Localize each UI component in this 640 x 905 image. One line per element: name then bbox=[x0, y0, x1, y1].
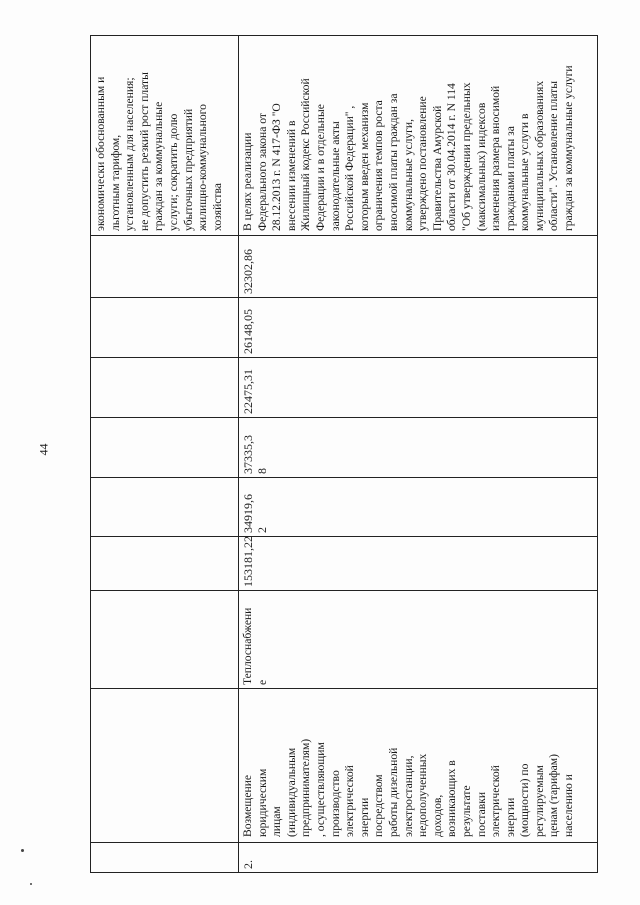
column-separator-v4 bbox=[90, 417, 598, 418]
page-number: 44 bbox=[36, 443, 51, 456]
continuation-text: экономически обоснованным и льготным тарифом, установленным для населения; не допустить резкий рост платы граждан за коммунальные услуги; сократить долю убыточных предприятий жилищно-коммунального хозяйства bbox=[94, 72, 224, 231]
measure-name: Возмещение юридическим лицам (индивидуальным предпринимателям) , осуществляющим производство электрической энергии посредством работы дизельной электростанции, недополученных доходов, возникающих в результате поставки электрической энергии (мощности) по регулируемым ценам (тарифам) населению и bbox=[241, 738, 576, 837]
value-cell-2: 34919,6 2 bbox=[241, 494, 269, 533]
sector-name: Теплоснабжени е bbox=[241, 607, 269, 685]
value-cell-3: 37335,3 8 bbox=[241, 435, 269, 474]
table-border-bottom bbox=[597, 35, 598, 873]
value-cell-5: 26148,05 bbox=[241, 309, 255, 354]
budget-table bbox=[90, 35, 598, 873]
value-cell-1: 153181,22 bbox=[241, 536, 255, 587]
row-separator bbox=[238, 35, 239, 873]
table-border-top bbox=[90, 35, 91, 873]
value-cell-6: 32302,86 bbox=[241, 249, 255, 294]
column-separator-v3 bbox=[90, 477, 598, 478]
row-number: 2. bbox=[241, 860, 255, 869]
column-separator-justification bbox=[90, 235, 598, 236]
column-separator-v1 bbox=[90, 590, 598, 591]
table-border-left bbox=[90, 872, 598, 873]
scan-speck bbox=[30, 883, 32, 885]
column-separator-name bbox=[90, 842, 598, 843]
column-separator-v6 bbox=[90, 297, 598, 298]
column-separator-v5 bbox=[90, 357, 598, 358]
scan-speck bbox=[21, 849, 24, 852]
column-separator-v2 bbox=[90, 536, 598, 537]
value-cell-4: 22475,31 bbox=[241, 369, 255, 414]
table-border-right bbox=[90, 35, 598, 36]
justification-text: В целях реализации Федерального закона от 28.12.2013 г. N 417-ФЗ "О внесении изменений в Жилищный кодекс Российской Федерации и в отдельные законодательные акты Российской Федерации" , которым введен механизм ограничения темпов роста вносимой платы граждан за коммунальные услуги, утверждено постановление Правительства Амурской области от 30.04.2014 г. N 114 "Об утверждении предельных (максимальных) индексов изменения размера вносимой гражданами платы за коммунальные услуги в муниципальных образованиях области". Установление платы граждан за коммунальные услуги bbox=[241, 65, 576, 231]
